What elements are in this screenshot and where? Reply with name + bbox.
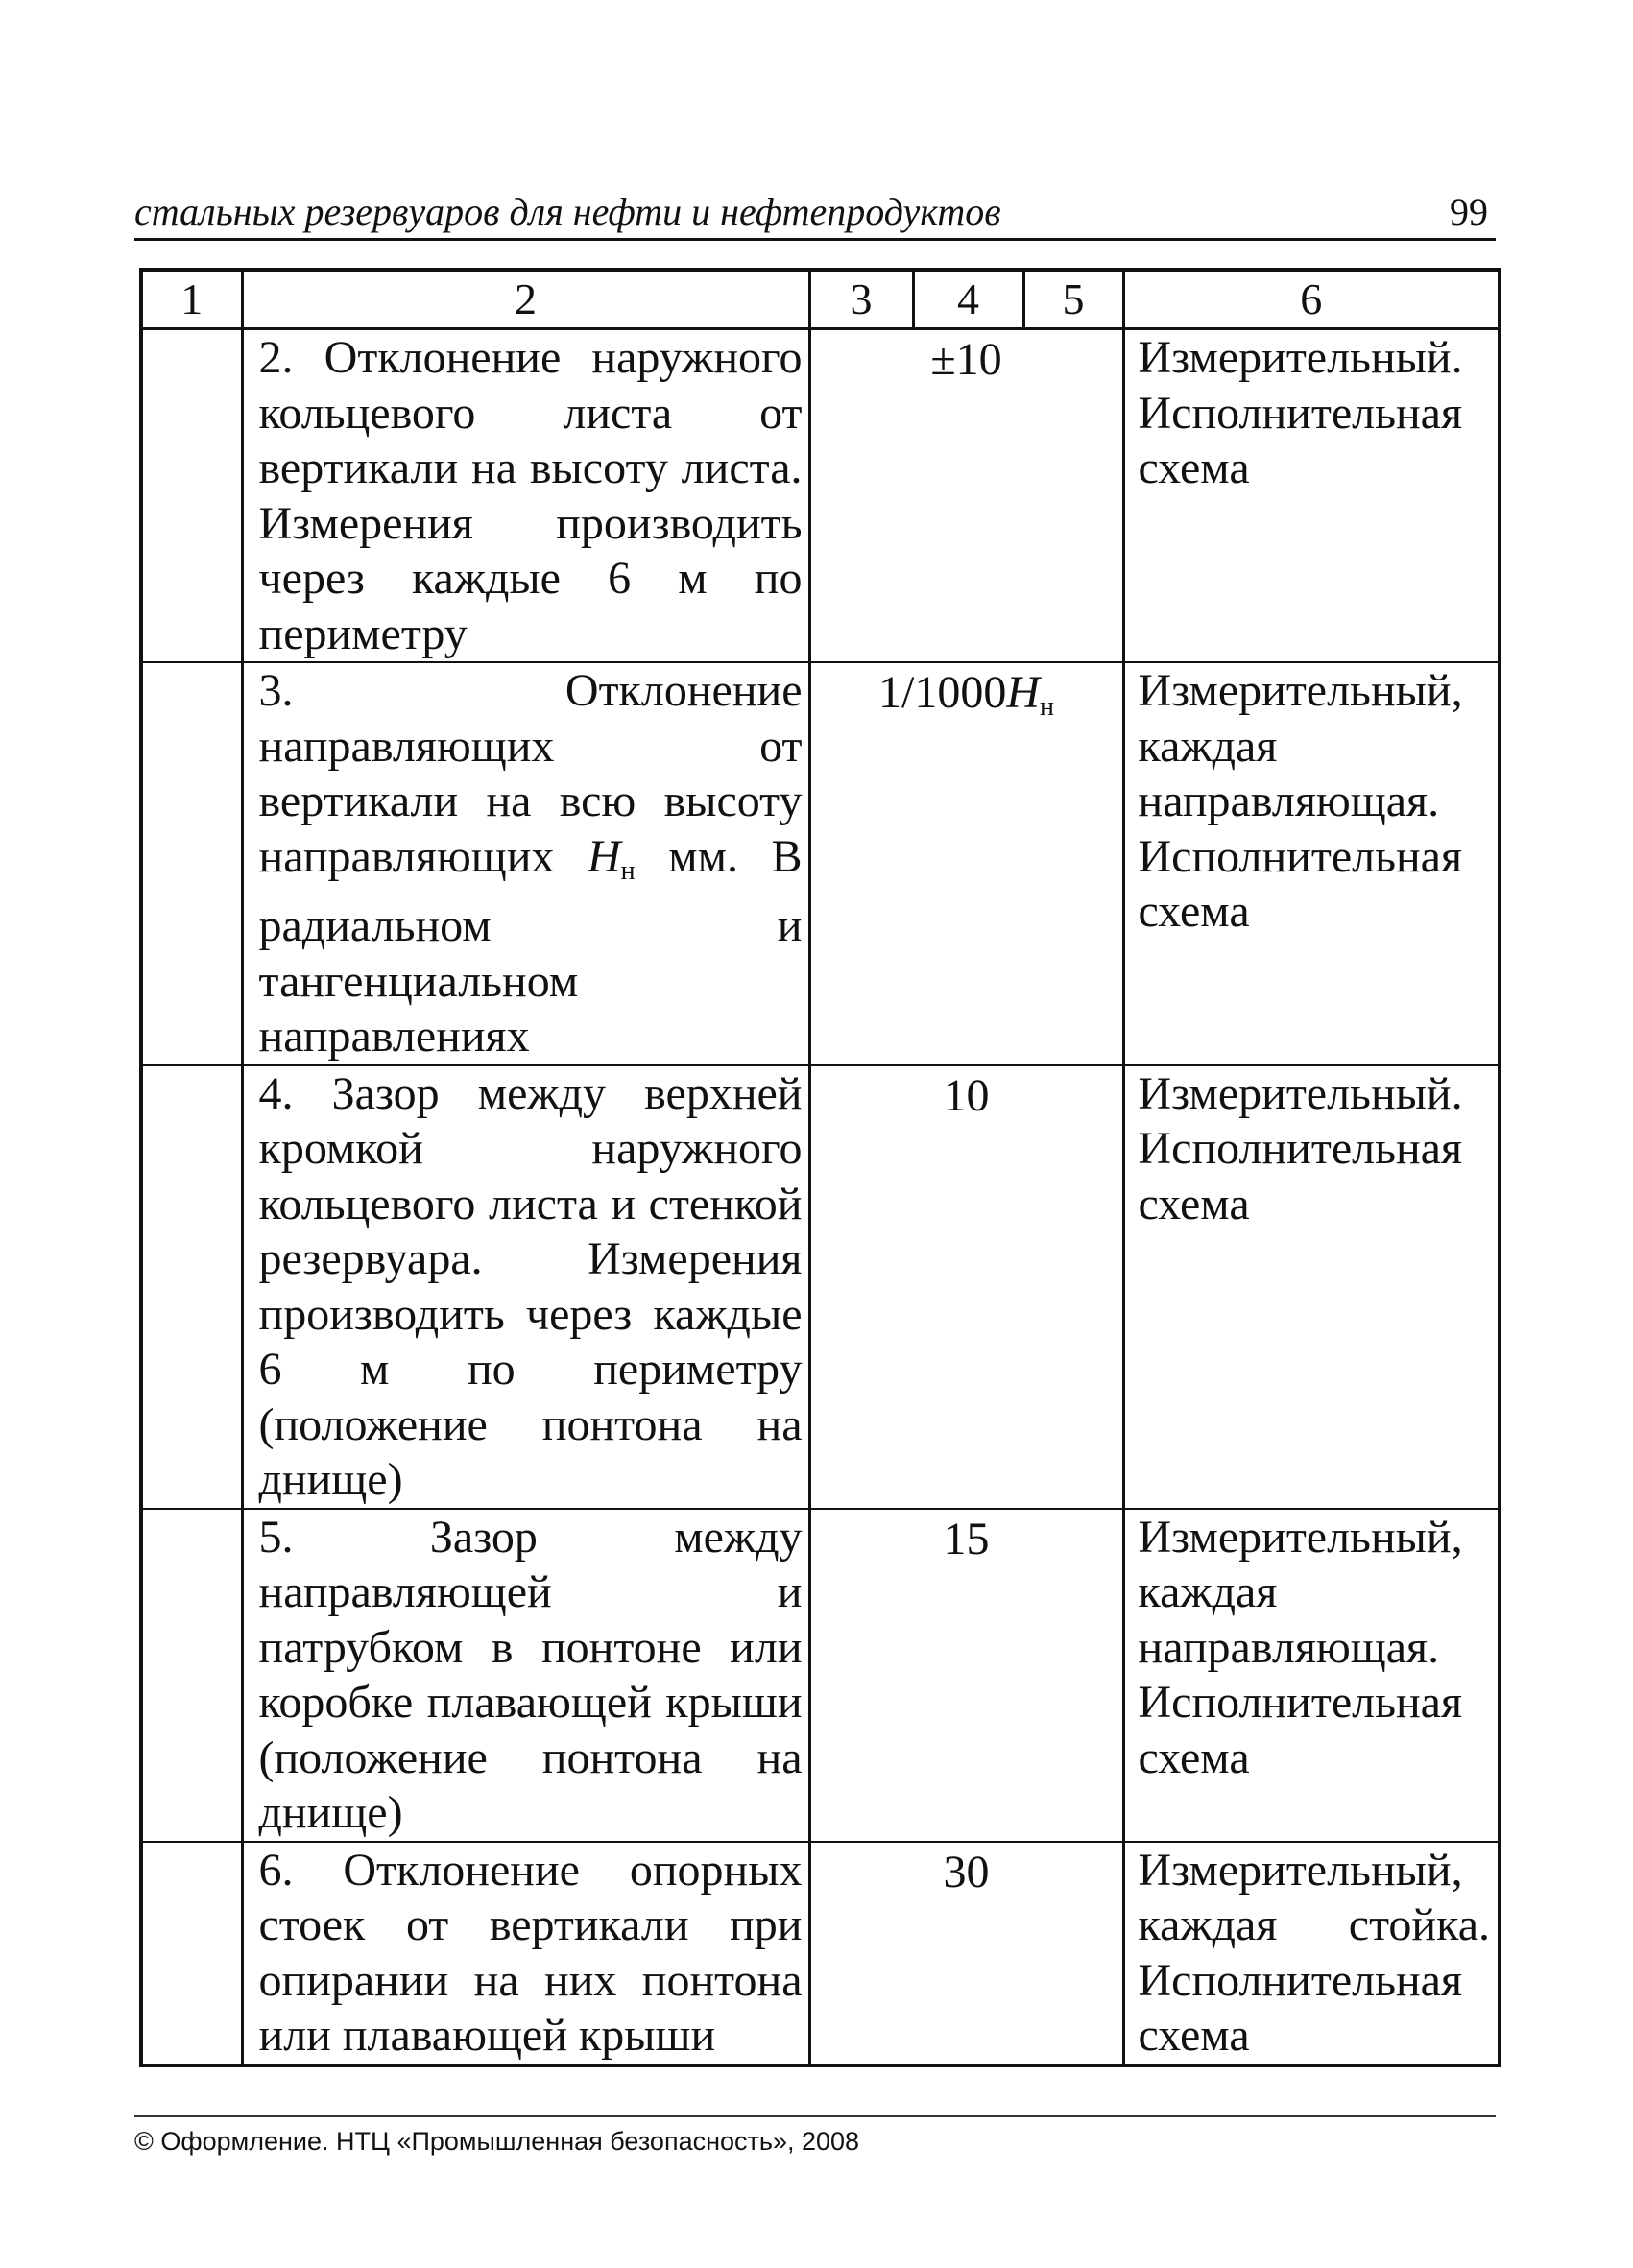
tolerance-value: 10 [943, 1069, 990, 1121]
tolerance-cell [809, 1065, 1123, 1509]
tolerance-cell [809, 662, 1123, 1065]
tolerance-value: ±10 [930, 334, 1002, 385]
column-header-4: 4 [913, 270, 1023, 329]
column-header-3: 3 [809, 270, 913, 329]
table-row [141, 1509, 1500, 1842]
copyright-footer: © Оформление. НТЦ «Промышленная безопасность», 2008 [134, 2127, 860, 2156]
column-header-1: 1 [141, 270, 242, 329]
height-symbol: H [587, 830, 621, 882]
row-number-cell [141, 329, 242, 663]
column-header-5: 5 [1023, 270, 1123, 329]
footer-divider [134, 2115, 1496, 2117]
table-row [141, 1065, 1500, 1509]
tolerance-cell [809, 1842, 1123, 2065]
running-title: стальных резервуаров для нефти и нефтепродуктов [134, 190, 1001, 233]
table-header-row [141, 270, 1500, 329]
table-row [141, 662, 1500, 1065]
tolerance-value: 30 [943, 1846, 990, 1898]
row-number-cell [141, 1065, 242, 1509]
running-header [134, 188, 1496, 241]
tolerance-height-symbol: H [1006, 667, 1041, 718]
description-cell [242, 662, 809, 1065]
column-header-6: 6 [1123, 270, 1500, 329]
tolerance-cell [809, 329, 1123, 663]
tolerance-value: 15 [943, 1513, 990, 1564]
page-number: 99 [1450, 190, 1488, 233]
tolerance-table [139, 268, 1501, 2067]
description-cell: 6. Отклонение опорных стоек от вертикали при опирании на них понтона или плавающей крыши [242, 1842, 809, 2065]
description-cell: 4. Зазор между верхней кромкой наружного кольцевого листа и стенкой резервуара. Измерения производить через каждые 6 м по периметру (положение понтона на днище) [242, 1065, 809, 1509]
description-text-end: мм. В радиальном и тангенциальном направлениях [258, 830, 803, 1062]
tolerance-value [878, 663, 1054, 735]
row-number-cell [141, 662, 242, 1065]
control-method-cell: Измерительный, каждая стойка. Исполнительная схема [1123, 1842, 1500, 2065]
table-row [141, 329, 1500, 663]
tolerance-ratio: 1/1000 [878, 667, 1007, 718]
description-text-start: 3. Отклонение направляющих от вертикали на всю высоту направляющих [258, 665, 803, 882]
control-method-cell: Измерительный. Исполнительная схема [1123, 329, 1500, 663]
height-subscript: н [620, 855, 636, 886]
tolerance-height-subscript: н [1040, 692, 1054, 722]
description-cell: 2. Отклонение наружного кольцевого листа от вертикали на высоту листа. Измерения производить через каждые 6 м по периметру [242, 329, 809, 663]
control-method-cell: Измерительный. Исполнительная схема [1123, 1065, 1500, 1509]
control-method-cell: Измерительный, каждая направляющая. Исполнительная схема [1123, 1509, 1500, 1842]
tolerance-cell [809, 1509, 1123, 1842]
description-cell: 5. Зазор между направляющей и патрубком в понтоне или коробке плавающей крыши (положение понтона на днище) [242, 1509, 809, 1842]
table-row [141, 1842, 1500, 2065]
control-method-cell: Измерительный, каждая направляющая. Исполнительная схема [1123, 662, 1500, 1065]
column-header-2: 2 [242, 270, 809, 329]
row-number-cell [141, 1842, 242, 2065]
row-number-cell [141, 1509, 242, 1842]
